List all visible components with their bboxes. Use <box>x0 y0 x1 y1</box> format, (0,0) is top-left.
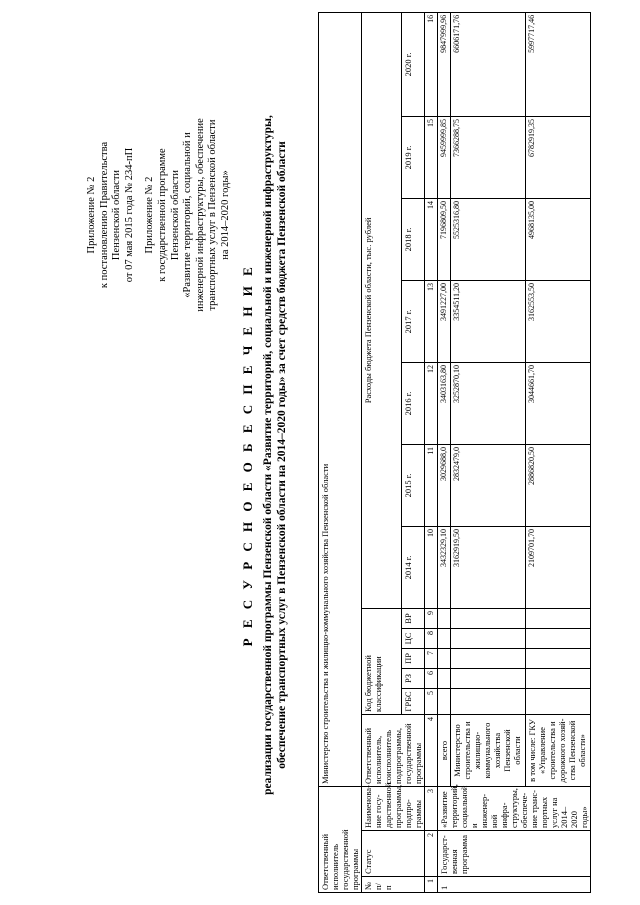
column-number: 12 <box>425 362 438 444</box>
expense-value: 3252870,10 <box>451 362 526 444</box>
expense-value: 3162919,50 <box>451 526 526 608</box>
table-row <box>451 12 526 892</box>
header-code-rz: РЗ <box>402 668 425 688</box>
header-code-vr: ВР <box>402 608 425 628</box>
header-expenses: Расходы бюджета Пензенской области, тыс. рублей <box>362 12 402 608</box>
subtitle-line: реализации государственной программы Пензенской области «Развитие территорий, социальной и инженерной инфраструктуры, <box>262 115 274 795</box>
row-executor: всего <box>438 714 451 786</box>
row-executor: Министерство строительства и жилищно-коммунального хозяйства Пензенской области <box>451 714 526 786</box>
row-number: 1 <box>438 877 591 893</box>
column-number: 4 <box>425 714 438 786</box>
row-status: Государст-венная программа <box>438 831 591 877</box>
approval-line: «Развитие территорий, социальной и <box>182 132 194 298</box>
expense-value: 5997717,46 <box>526 12 591 116</box>
expense-value: 3491227,00 <box>438 280 451 362</box>
column-number: 7 <box>425 648 438 668</box>
header-year-2015: 2015 г. <box>402 444 425 526</box>
header-program-name: Наименова-ние госу-дарственной программы, подпро-граммы <box>362 786 425 830</box>
expense-value: 5525316,80 <box>451 198 526 280</box>
approval-line: транспортных услуг в Пензенской области <box>207 119 219 311</box>
table-row <box>438 12 451 892</box>
header-year-2019: 2019 г. <box>402 116 425 198</box>
column-number: 15 <box>425 116 438 198</box>
approval-line: Приложение № 2 <box>144 176 156 254</box>
header-code-cs: ЦС <box>402 628 425 648</box>
approval-line: Пензенской области <box>169 169 181 261</box>
column-number: 9 <box>425 608 438 628</box>
header-year-2014: 2014 г. <box>402 526 425 608</box>
approval-line: к постановлению Правительства <box>98 141 110 289</box>
header-year-2017: 2017 г. <box>402 280 425 362</box>
column-number: 3 <box>425 786 438 830</box>
column-number: 6 <box>425 668 438 688</box>
expense-value: 3354511,20 <box>451 280 526 362</box>
header-status: Статус <box>362 831 425 877</box>
approval-line: на 2014–2020 годы» <box>219 170 231 260</box>
expense-value: 6782919,35 <box>526 116 591 198</box>
header-ministry: Министерство строительства и жилищно-коммунального хозяйства Пензенской области <box>319 12 362 786</box>
header-code-pr: ПР <box>402 648 425 668</box>
header-year-2016: 2016 г. <box>402 362 425 444</box>
column-number: 10 <box>425 526 438 608</box>
expense-value: 7196809,50 <box>438 198 451 280</box>
column-number: 5 <box>425 688 438 714</box>
expense-value: 2832479,0 <box>451 444 526 526</box>
column-number: 13 <box>425 280 438 362</box>
row-program-name: «Развитие территорий, социальной и инженер-ной инфра-структуры, обеспече-ние транс-портных услуг на 2014– 2020 годы» <box>438 786 591 830</box>
expense-value: 2109701,70 <box>526 526 591 608</box>
header-code-grbs: ГРБС <box>402 688 425 714</box>
expense-value: 3403163,80 <box>438 362 451 444</box>
expense-value: 3044661,70 <box>526 362 591 444</box>
document-heading: Р Е С У Р С Н О Е О Б Е С П Е Ч Е Н И Е <box>240 263 255 647</box>
column-number: 14 <box>425 198 438 280</box>
approval-line: Пензенской области <box>111 169 123 261</box>
expense-value: 2886820,50 <box>526 444 591 526</box>
document-title-block <box>240 50 289 860</box>
subtitle-line: обеспечение транспортных услуг в Пензенской области на 2014–2020 годы» за счет средств бюджета Пензенской области <box>275 141 288 769</box>
header-budget-code: Код бюджетной классификации <box>362 608 402 714</box>
approval-line: инженерной инфраструктуры, обеспечение <box>194 118 206 312</box>
table-row <box>526 12 591 892</box>
expense-value: 7366288,75 <box>451 116 526 198</box>
column-number: 11 <box>425 444 438 526</box>
approval-line: от 07 мая 2015 года № 234-пП <box>123 147 135 283</box>
column-number-row <box>425 12 438 892</box>
expense-value: 3432329,10 <box>438 526 451 608</box>
column-number: 8 <box>425 628 438 648</box>
header-responsible: Ответственный исполнитель государственной программы <box>319 786 362 892</box>
approval-line: Приложение № 2 <box>86 176 97 254</box>
header-year-2020: 2020 г. <box>402 12 425 116</box>
approval-stamp <box>86 65 233 365</box>
row-executor: в том числе: ГКУ «Управление строительства и дорожного хозяй-ства Пензенской области» <box>526 714 591 786</box>
expense-value: 9459999,85 <box>438 116 451 198</box>
expense-value: 3029688,0 <box>438 444 451 526</box>
resource-table <box>318 12 591 893</box>
column-number: 2 <box>425 831 438 877</box>
header-executor: Ответственный исполнитель, соисполнитель подпрограммы, государственной программы <box>362 714 425 786</box>
approval-line: к государственной программе <box>156 148 168 282</box>
expense-value: 9847999,96 <box>438 12 451 116</box>
expense-value: 6606171,76 <box>451 12 526 116</box>
header-year-2018: 2018 г. <box>402 198 425 280</box>
expense-value: 4968135,00 <box>526 198 591 280</box>
header-number: № п/п <box>362 877 425 893</box>
column-number: 16 <box>425 12 438 116</box>
expense-value: 3162553,50 <box>526 280 591 362</box>
column-number: 1 <box>425 877 438 893</box>
document-subtitle <box>262 50 289 860</box>
